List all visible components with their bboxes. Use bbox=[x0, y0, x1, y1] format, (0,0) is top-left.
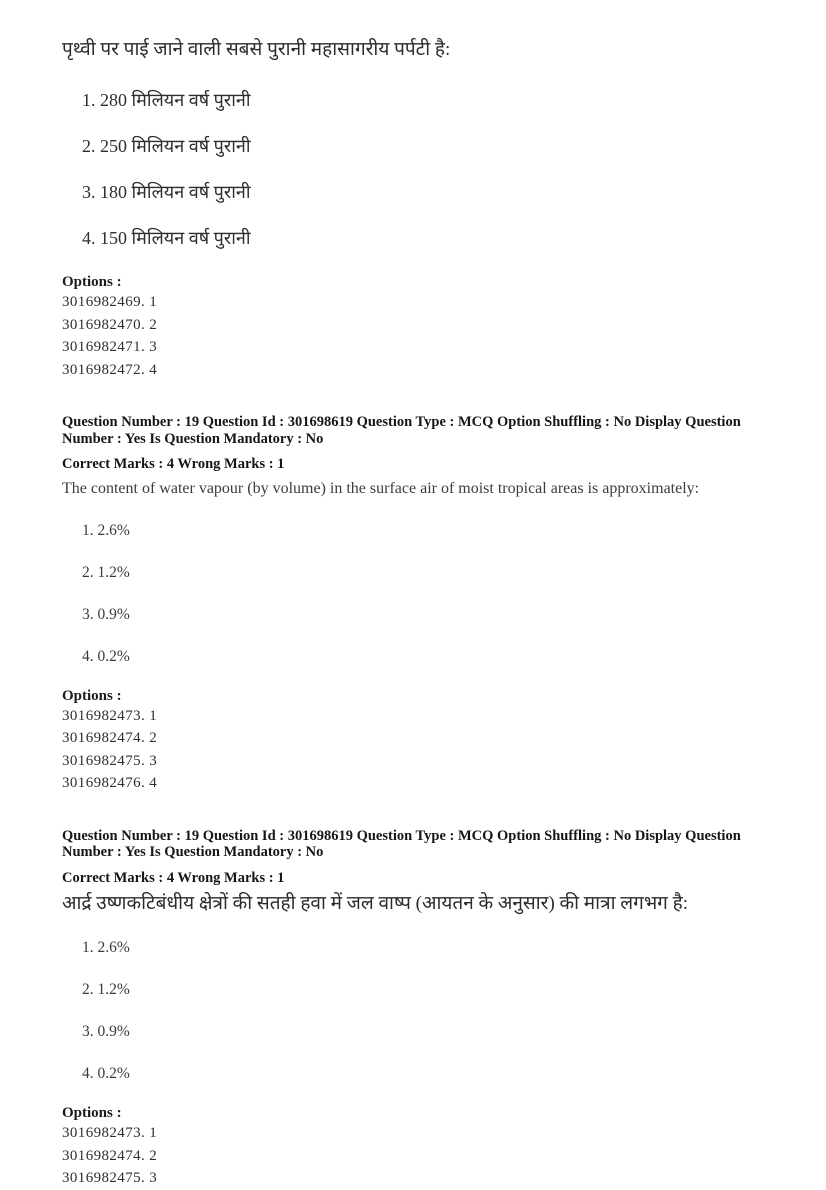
option-id: 3016982476. 4 bbox=[62, 775, 158, 791]
question-section-hindi-1 bbox=[62, 36, 786, 381]
options-label: Options : bbox=[62, 1105, 122, 1121]
option-id: 3016982475. 3 bbox=[62, 1170, 158, 1186]
option-id: 3016982469. 1 bbox=[62, 294, 158, 310]
question-metadata: Question Number : 19 Question Id : 301698619 Question Type : MCQ Option Shuffling : No Display Question Number : Yes Is Question Mandatory : No bbox=[62, 414, 741, 447]
question-marks: Correct Marks : 4 Wrong Marks : 1 bbox=[62, 869, 285, 886]
option-id: 3016982471. 3 bbox=[62, 339, 158, 355]
options-label: Options : bbox=[62, 687, 122, 704]
option-id: 3016982473. 1 bbox=[62, 707, 158, 724]
option-id: 3016982475. 3 bbox=[62, 752, 158, 769]
answer-option: 1. 2.6% bbox=[82, 939, 130, 956]
question-section-hindi-2 bbox=[62, 828, 786, 1190]
question-section-english bbox=[62, 414, 786, 795]
question-text: पृथ्वी पर पाई जाने वाली सबसे पुरानी महासागरीय पर्पटी है: bbox=[62, 39, 451, 60]
answer-option: 4. 0.2% bbox=[82, 1065, 130, 1082]
question-text: The content of water vapour (by volume) in the surface air of moist tropical areas is approximately: bbox=[62, 479, 700, 497]
question-metadata: Question Number : 19 Question Id : 301698619 Question Type : MCQ Option Shuffling : No Display Question Number : Yes Is Question Mandatory : No bbox=[62, 827, 741, 860]
answer-option: 4. 150 मिलियन वर्ष पुरानी bbox=[82, 228, 251, 248]
answer-option: 2. 1.2% bbox=[82, 563, 130, 581]
answer-option: 2. 250 मिलियन वर्ष पुरानी bbox=[82, 136, 251, 156]
question-marks: Correct Marks : 4 Wrong Marks : 1 bbox=[62, 456, 285, 472]
answer-option: 1. 2.6% bbox=[82, 521, 130, 539]
answer-option: 3. 0.9% bbox=[82, 605, 130, 623]
answer-option: 2. 1.2% bbox=[82, 981, 130, 998]
question-text: आर्द्र उष्णकटिबंधीय क्षेत्रों की सतही हवा में जल वाष्प (आयतन के अनुसार) की मात्रा लगभग है: bbox=[62, 893, 688, 914]
option-id: 3016982474. 2 bbox=[62, 1147, 158, 1164]
option-id: 3016982474. 2 bbox=[62, 730, 158, 746]
option-id: 3016982472. 4 bbox=[62, 361, 158, 378]
options-label: Options : bbox=[62, 274, 122, 290]
answer-option: 3. 180 मिलियन वर्ष पुरानी bbox=[82, 182, 251, 202]
answer-option: 1. 280 मिलियन वर्ष पुरानी bbox=[82, 90, 251, 110]
answer-option: 3. 0.9% bbox=[82, 1023, 130, 1040]
option-id: 3016982473. 1 bbox=[62, 1125, 158, 1141]
option-id: 3016982470. 2 bbox=[62, 316, 158, 333]
answer-option: 4. 0.2% bbox=[82, 647, 130, 665]
